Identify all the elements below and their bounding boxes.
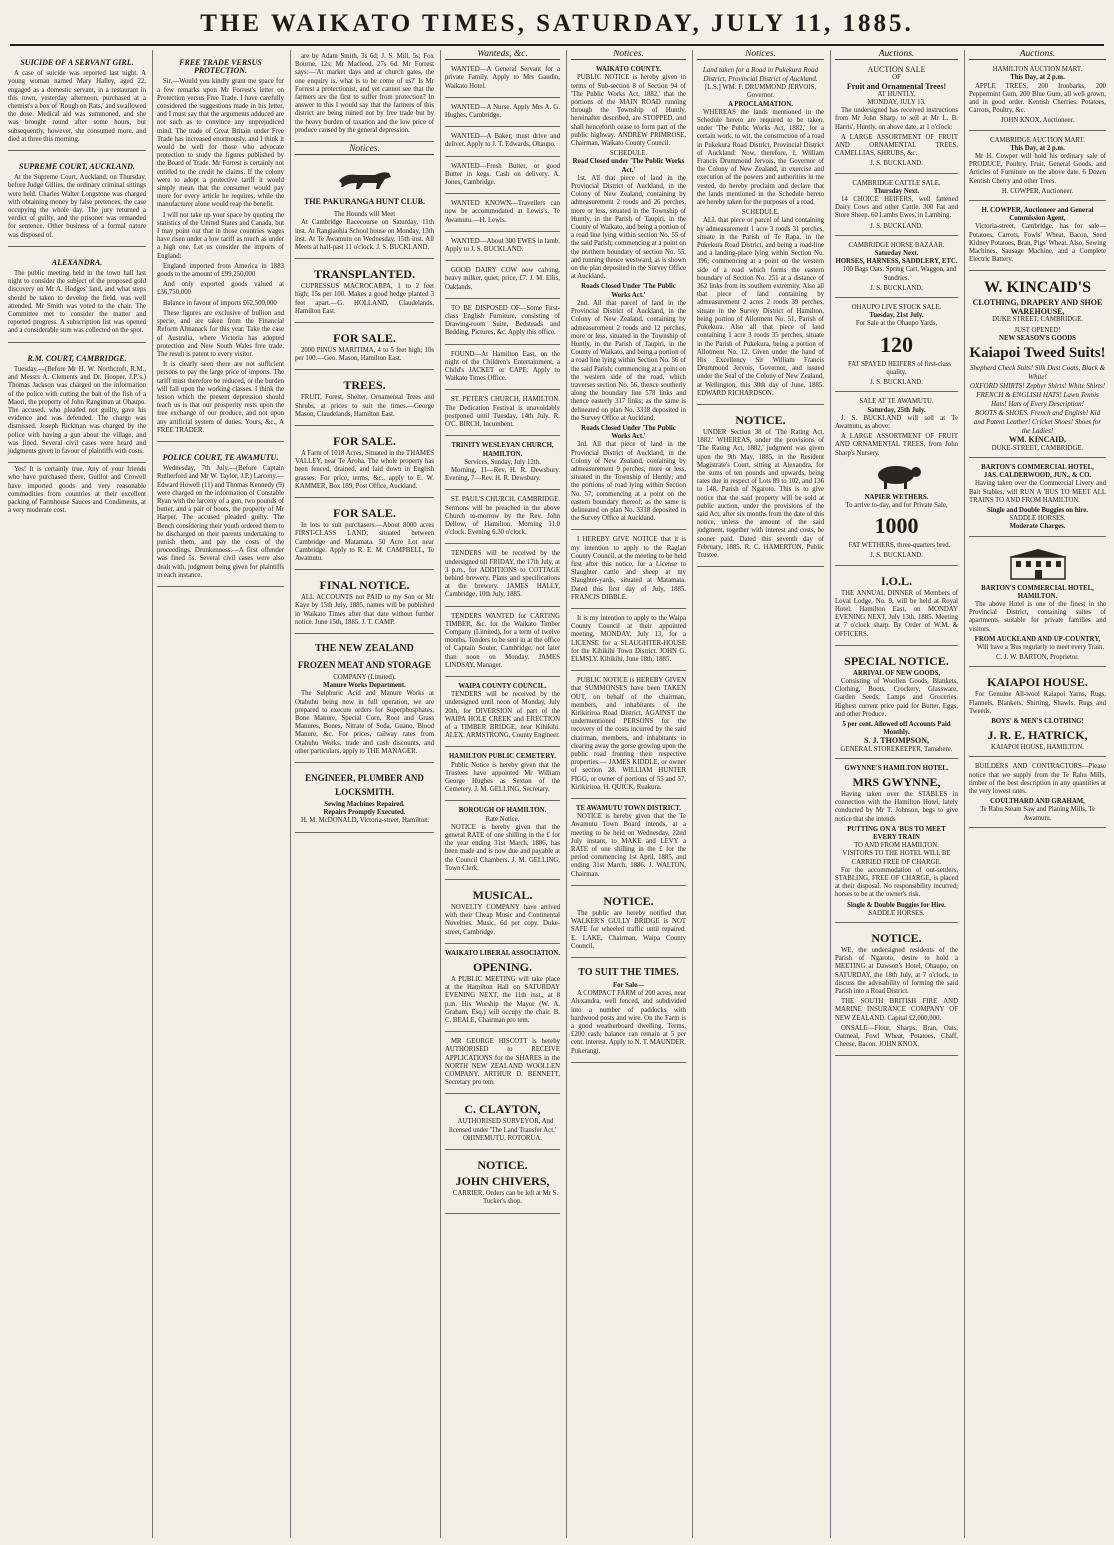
licence-notice xyxy=(571,533,686,609)
ad-subtitle: JAS. CALDERWOOD, JUN., & CO. xyxy=(983,472,1092,480)
ad-body: Victoria-street, Cambridge, has for sale—Potatoes, Carrots, Fowls' Wheat, Bacon, Seed Kidney Potatoes, Bran, Pigs' Wheat. Also, Sewing Machines, Sausage Machine, and a Complete Electric Battery. xyxy=(969,223,1106,264)
schedule-heading: SCHEDULE. xyxy=(741,209,780,217)
ad-body: APPLE TREES, 200 Ironbarks, 200 Peppermint Gum, 200 Blue Gum, all well grown, and in good order. Kentish Cherries. Potatoes, Carrots, Poultry, &c. xyxy=(969,82,1106,115)
article-rm-court xyxy=(8,346,146,463)
lot-count: 1000 xyxy=(874,513,919,539)
ad-body: Public Notice is hereby given that the Trustees have appointed Mr William George Hughes as Sexton of the Cemetery. J. M. GELLING, Secretary. xyxy=(445,761,560,794)
ad-body: ST. PAUL'S CHURCH, CAMBRIDGE. Sermons will be preached in the above Church to-morrow by the Rev. John Dellow, of Hamilton. Morning 11.0 o'clock. Evening 6.30 o'clock. xyxy=(445,496,560,537)
church-notice xyxy=(445,439,560,490)
ad-title: THE NEW ZEALAND xyxy=(315,642,414,654)
ad-kaiapoi-house xyxy=(969,670,1106,757)
ad-title: CAMBRIDGE CATTLE SALE. xyxy=(852,179,941,187)
ad-subtitle: Thursday Next. xyxy=(873,187,920,195)
ad-sawmill xyxy=(969,760,1106,827)
ad-hunt-club xyxy=(295,158,434,259)
ad-subtitle: Rate Notice. xyxy=(485,815,520,823)
ad-subtitle: CLOTHING, DRAPERY AND SHOE WAREHOUSE, xyxy=(972,298,1103,316)
ad-subtitle: Te Rahu Steam Saw and Planing Mills, Te Awamutu. xyxy=(980,806,1095,822)
ad-subtitle: JUST OPENED! xyxy=(1014,327,1061,335)
ad-title: FOR SALE. xyxy=(333,434,396,449)
ad-body: WANTED—About 300 EWES in lamb. Apply to J. S. BUCKLAND. xyxy=(445,237,560,254)
ad-body: ALL that piece or parcel of land containing by admeasurement 1 acre 3 roods 31 perches, situate in the Parish of Te Rapa, in the Pukekura Road District, and being a road-line and a landing-place lying within Section No. 396; commencing at a point on the western side of a road which forms the eastern boundary of Section No. 251 at a distance of 362 links from its southern extremity. Also all that piece of land containing by admeasurement 2 acres 2 roods 39 perches, situate in the Survey District of Hamilton, being portion of Allotment No. 51, Parish of Pukekura. Also all that piece of land containing 1 acre 3 roods 35 perches, situate in the Parish of Pukekura, being a portion of Allotment No. 12. Given under the hand of His Excellency Sir William Francis Drummond Jervois, Governor, and issued under the Seal of the Colony of New Zealand, at Wellington, this 30th day of June, 1885. EDWARD RICHARDSON. xyxy=(697,217,824,397)
ad-subtitle: Manure Works Department. xyxy=(323,682,406,690)
ad-body: ST. PETER'S CHURCH, HAMILTON. The Dedication Festival is unavoidably postponed until Tuesday, 14th July. R. O'C. BIRCH, Incumbent. xyxy=(445,396,560,429)
hound-icon xyxy=(335,165,395,191)
ad-title: SALE AT TE AWAMUTU. xyxy=(859,398,934,406)
ad-trees xyxy=(295,373,434,426)
ad-line: BOOTS & SHOES. French and English! Kid and Patent Leather! Cricket Shoes! Shoes for the Ladies! xyxy=(973,409,1102,436)
wanted-ad xyxy=(445,101,560,127)
ad-body: ALL ACCOUNTS not PAID to my Son or Mr Kaye by 15th July, 1885, names will be published in Waikato Times after that date without further notice. June 15th, 1885. J. T. CAMP. xyxy=(295,594,434,626)
merchant-name: S. J. THOMPSON, xyxy=(864,736,929,746)
ad-title: TRINITY WESLEYAN CHURCH, HAMILTON. xyxy=(451,442,554,458)
ad-subtitle: HORSES, HARNESS, SADDLERY, ETC. xyxy=(835,258,958,266)
auctioneer-name: J. S. BUCKLAND. xyxy=(870,552,923,560)
masthead-rule xyxy=(10,44,1104,46)
ad-body: GOOD DAIRY COW now calving, heavy milker, quiet; price, £7. J. M. Ellis, Oaklands. xyxy=(445,267,560,291)
proclamation xyxy=(697,63,824,405)
ad-title: KAIAPOI HOUSE. xyxy=(987,675,1088,690)
ad-title: BOROUGH OF HAMILTON. xyxy=(458,807,547,815)
ad-body: The undersigned has received instructions from Mr John Sharp, to sell at Mr L. B. Harris', Huntly, on above date, at 1 o'clock: xyxy=(835,107,958,131)
article-body: Sir,—Would you kindly grant me space for a few remarks upon Mr Forrest's letter on Protection versus Free Trade. I have carefully considered the suggestions made in his letter, and I must say that the arguments adduced are not such as to convince any unprejudiced mind. The trade of Great Britain under Free Trade has increased enormously, and I think it would be well for those who advocate protection to study the figures published by the Board of Trade. Mr Forrest is certainly not entitled to the credit he claims. If the colony were to adopt a protective tariff it would simply mean that the consumer would pay more for every article he requires, while the manufacturer alone would reap the benefit. xyxy=(157,78,284,209)
ad-for-sale-pinus xyxy=(295,326,434,370)
article-body: The public meeting held in the town hall last night to consider the subject of the proposed gold discovery on Mr A. Hodges' land, and what steps should be taken to develop the field, was well attended. Mr Smith was voted to the chair. The Committee met to consider the matter and reported progress. A subscription list was opened and a considerable sum was collected on the spot. xyxy=(8,270,146,335)
ad-subtitle: 5 per cent. Allowed off Accounts Paid Monthly. xyxy=(842,720,951,737)
ad-title: MUSICAL. xyxy=(472,888,533,903)
ad-bartons-hotel xyxy=(969,540,1106,668)
ad-subtitle: JOHN CHIVERS, xyxy=(455,1174,550,1189)
ad-body: It is my intention to apply to the Waipa County Council at their appointed meeting, MONDAY, July 13, for a LICENSE for a SLAUGHTER-HOUSE for the Kihikihi Town District. JOHN G. ELMSLY. Kihikihi, June 18th, 1885. xyxy=(571,615,686,664)
ad-subtitle: TO AND FROM HAMILTON. xyxy=(854,842,939,850)
auction-hamilton-mart xyxy=(969,63,1106,130)
ad-title: GWYNNE'S HAMILTON HOTEL. xyxy=(844,764,949,772)
wanted-ad xyxy=(445,302,560,345)
ad-title: H. COWPER, Auctioneer and General Commission Agent, xyxy=(981,207,1094,223)
ad-title: TRANSPLANTED. xyxy=(313,267,415,282)
column-6 xyxy=(692,50,828,1538)
ad-body: FAT SPAYED HEIFERS of first-class quality. xyxy=(847,360,952,376)
ad-title: TO SUIT THE TIMES. xyxy=(578,966,679,978)
ad-title: CAMBRIDGE HORSE BAZAAR. xyxy=(848,241,945,249)
auctioneer-name: J. S. BUCKLAND. xyxy=(870,160,923,168)
ad-body: TENDERS WANTED for CARTING TIMBER, &c. for the Waikato Timber Company (Limited), for a term of twelve months. Tenders to be sent in at the office of Captain Souter, Cambridge, not later than noon on Monday. JAMES LINDSAY, Manager. xyxy=(445,612,560,669)
ad-subtitle: Single & Double Buggies for Hire. xyxy=(847,901,946,909)
ad-subtitle: MRS GWYNNE, xyxy=(852,774,941,789)
ad-title: HAMILTON PUBLIC CEMETERY. xyxy=(449,753,556,761)
column-7 xyxy=(830,50,962,1538)
ad-body: 1st. All that piece of land in the Provincial District of Auckland, in the Colony of New Zealand, containing by admeasurement 2 roods and 26 perches, more or less, situated in the Township of Huntly, in the Parish of Taupiri, in the County of Waikato, and being a portion of a road line lying within section No. 55 of the said Parish; commencing at a point on the northern boundary of section No. 55, and running thence westward, as is shown on the plan deposited in the Survey Office at Auckland. xyxy=(571,174,686,281)
proclamation-title: A PROCLAMATION. xyxy=(728,100,793,108)
article-body: At the Supreme Court, Auckland, on Thursday, before Judge Gillies, the ordinary criminal sittings were held. Charles Walter Longstone was charged with obtaining money by false pretences, the case occupying the whole day. The jury returned a verdict of guilty, and the prisoner was remanded for sentence. Other business of a formal nature was disposed of. xyxy=(8,174,146,239)
ad-title: FINAL NOTICE. xyxy=(319,578,410,593)
auction-huntly xyxy=(835,63,958,173)
ad-body: PUBLIC NOTICE is hereby given in terms of Sub-section 8 of Section 94 of 'The Public Works Act, 1882,' that the portions of the MAIN ROAD running through the Township of Huntly, hereinafter described, are STOPPED, and shall henceforth cease to form part of the public highway. ANDREW PRIMROSE, Chairman, Waikato County Council. xyxy=(571,74,686,148)
auctioneer-name: H. COWPER, Auctioneer. xyxy=(1001,187,1074,195)
masthead: THE WAIKATO TIMES, SATURDAY, JULY 11, 1885. xyxy=(200,10,914,37)
article-title: SUICIDE OF A SERVANT GIRL. xyxy=(20,58,134,67)
ad-subtitle: Single and Double Buggies on hire. xyxy=(986,506,1089,514)
ad-title: WAIKATO LIBERAL ASSOCIATION. xyxy=(445,949,561,957)
ad-title: FOR SALE. xyxy=(333,506,396,521)
auction-te-awamutu xyxy=(835,395,958,565)
ad-body: Mr H. Cowper will hold his ordinary sale of PRODUCE, Poultry, Fruit, General Goods, and Articles of Furniture on the above date. 6 Dozen Kentish Cherry and other Trees. xyxy=(969,153,1106,185)
ad-subtitle: ARRIVAL OF NEW GOODS, xyxy=(852,669,941,677)
auctioneer-name: J. S. BUCKLAND. xyxy=(870,379,923,387)
ad-line: OXFORD SHIRTS! Zephyr Shirts! White Shirts! xyxy=(969,382,1106,391)
ad-body: 14 CHOICE HEIFERS, well fattened Dairy Cows and other Cattle. 300 Fat and Store Sheep. 60 Lambs Ewes, in Lambing. xyxy=(835,196,958,220)
town-district-notice xyxy=(571,802,686,886)
column-3 xyxy=(290,50,438,1538)
ad-body: WANTED—A Baker; must drive and deliver. Apply to J. T. Edwards, Ohaupo. xyxy=(445,133,560,149)
ad-body: The above Hotel is one of the finest in the Provincial District, containing suites of apartments suitable for private families and visitors. xyxy=(969,600,1106,633)
ad-carrier xyxy=(445,1153,560,1213)
ad-title: NOTICE. xyxy=(871,931,922,946)
ad-subtitle: OF xyxy=(892,74,901,82)
article-title: ALEXANDRA. xyxy=(51,257,103,267)
ad-bartons-buggies xyxy=(969,461,1106,537)
rating-notice xyxy=(697,408,824,567)
ad-title: W. KINCAID'S xyxy=(984,279,1091,297)
ad-body: 100 Bags Oats. Spring Cart, Waggon, and Sundries. xyxy=(842,266,957,282)
stat-row: And only exported goods valued at £36,750,000 xyxy=(157,281,284,297)
ad-body: Consisting of Woollen Goods, Blankets, Clothing, Boots, Crockery, Glassware, Garden Seeds, Lamps and Groceries. Highest current price paid for Butter, Eggs, and other Produce. xyxy=(835,677,958,718)
lot-count: 120 xyxy=(880,331,913,357)
parish-meeting-notice xyxy=(835,926,958,1056)
ad-subtitle: Saturday Next. xyxy=(874,250,919,258)
article-body: are by Adam Smith, 3s 6d; J. S. Mill, 5s; Fox Bourne, 12s; Mr Macleod, 27s 6d. Mr Forrest says:—'At market days and at church gates, the one enquiry is, what is to be come of us?' Is Mr Forrest a protectionist, and yet cannot see that the farmers are the first to suffer from protection? In answer to this I would say that the farmers of this district are being ruined not by free trade but by the heavy burden of taxation and the low price of produce caused by the general depression. xyxy=(295,53,434,134)
church-notice xyxy=(445,393,560,436)
ad-body: TENDERS will be received by the undersigned till FRIDAY, the 17th July, at 3 p.m., for ADDITIONS to COTTAGE behind brewery. Plans and specifications at the brewery. JAMES HALLY, Cambridge, 10th July, 1885. xyxy=(445,550,560,599)
ad-farm-sale xyxy=(295,429,434,498)
proclamation-caption: Land taken for a Road in Pukekura Road District, Provincial District of Auckland. xyxy=(702,66,819,84)
ad-body: A COMPACT FARM of 200 acres, near Alexandra, well fenced, and subdivided into a number of paddocks with hardwood posts and wire. On the Farm is a good weatherboard dwelling. Terms, £200 cash; balance can remain at 5 per cent. interest. Apply to N. T. MAUNDER, Pukerangi. xyxy=(571,990,686,1055)
licence-notice xyxy=(571,612,686,671)
church-notice xyxy=(445,493,560,544)
ad-title: WAIPA COUNTY COUNCIL. xyxy=(458,682,547,690)
column-8 xyxy=(964,50,1110,1538)
ad-body: The Sulphuric Acid and Manure Works at Otahuhu being now in full operation, we are prepared to execute orders for Superphosphates, Bone Manure, Special Corn, Root and Grass Manures, Bones, Nitrate of Soda, Guano, Blood Manure, &c. For prices, railway rates from Otahuhu Works, trade and cash discounts, and other particulars, apply to THE MANAGER. xyxy=(295,690,434,755)
ad-body: A LARGE ASSORTMENT OF FRUIT AND ORNAMENTAL TREES, CAMELLIAS, SHRUBS, &c. xyxy=(835,133,958,158)
ad-body: FRUIT, Forest, Shelter, Ornamental Trees and Shrubs, at prices to suit the times.—George Mason, Claudelands, Hamilton East. xyxy=(295,394,434,418)
ad-body: Having taken over the STABLES in connection with the Hamilton Hotel, lately conducted by Mr T. Johnson, begs to give notice that she intends xyxy=(835,790,958,823)
ad-body: AUTHORISED SURVEYOR, And licensed under 'The Land Transfer Act,' OHINEMUTU, ROTORUA. xyxy=(448,1118,557,1142)
ad-title: NOTICE. xyxy=(603,893,654,908)
schedule-heading: SCHEDULE. xyxy=(609,150,648,158)
ad-body: CARRIER. Orders can be left at Mr S. Tucker's shop. xyxy=(452,1190,559,1206)
ad-title: SPECIAL NOTICE. xyxy=(844,653,949,668)
ad-subtitle: NAPIER WETHERS. xyxy=(864,493,929,501)
hotel-building-icon xyxy=(1005,547,1071,581)
ad-subtitle: DUKE STREET, CAMBRIDGE. xyxy=(992,315,1083,323)
ad-subtitle: DUKE-STREET, CAMBRIDGE. xyxy=(991,444,1084,452)
ad-surveyor xyxy=(445,1097,560,1150)
ad-subtitle: COMPANY (Limited). xyxy=(333,673,396,681)
tender-notice xyxy=(445,547,560,606)
article-supreme-court xyxy=(8,154,146,247)
ad-subtitle: SADDLE HORSES. xyxy=(1009,515,1066,523)
public-notice xyxy=(571,674,686,799)
column-2 xyxy=(152,50,288,1538)
ad-subtitle: The Hounds will Meet xyxy=(333,211,396,219)
article-body: I will not take up your space by quoting the statistics of the United States and Canada, but I may point out that in those countries wages have risen under a low tariff as much as under a high one. Let us consider the imports of England: xyxy=(157,211,284,260)
ad-subtitle: PUTTING ON A 'BUS TO MEET EVERY TRAIN xyxy=(847,825,946,841)
ad-body: For the accommodation of out-settlers, STABLING, FREE OF CHARGE, is placed at their disposal. No responsibility incurred; horses to be at the owner's risk. xyxy=(835,866,958,899)
ad-title: BARTON'S COMMERCIAL HOTEL, HAMILTON. xyxy=(981,584,1094,600)
ad-body: NOVELTY COMPANY have arrived with their Cheap Music and Continental Novelties. Music, 6d per copy. Duke-street, Cambridge. xyxy=(445,904,560,936)
ad-musical xyxy=(445,883,560,944)
ad-body: THE SOUTH BRITISH FIRE AND MARINE INSURANCE COMPANY OF NEW ZEALAND. Capital £2,000,000. xyxy=(835,998,958,1022)
auctioneer-name: J. S. BUCKLAND. xyxy=(870,284,923,292)
ad-body: MR GEORGE HISCOTT is hereby AUTHORISED to RECEIVE APPLICATIONS for the SHARES in the NORTH NEW ZEALAND WOOLLEN COMPANY. ARTHUR D. BENNETT, Secretary pro tem. xyxy=(445,1038,560,1087)
ad-body: TENDERS will be received by the undersigned until noon of Monday, July 20th, for DIVERSION of part of the WAIPA HOLE CREEK and ERECTION of a TIMBER BRIDGE, near Kihikihi. ALEX. ARMSTRONG, County Engineer. xyxy=(445,691,560,740)
bridge-notice xyxy=(571,889,686,958)
proprietor-name: C. J. W. BARTON, Proprietor. xyxy=(996,654,1079,662)
ad-subtitle: This Day, at 2 p.m. xyxy=(1010,144,1065,152)
liberal-association-notice xyxy=(445,947,560,1032)
ad-gwynne-hotel xyxy=(835,762,958,923)
wanteds-heading: Wanteds, &c. xyxy=(445,50,560,60)
ad-title: CAMBRIDGE AUCTION MART. xyxy=(990,136,1085,144)
ad-frozen-meat xyxy=(295,637,434,763)
ad-subtitle: This Day, at 2 p.m. xyxy=(1010,74,1065,82)
ad-subtitle: Moderate Charges. xyxy=(1009,523,1066,531)
ad-subtitle: Sewing Machines Repaired. xyxy=(324,800,405,808)
ad-body: 2nd. All that parcel of land in the Provincial District of Auckland, in the Colony of New Zealand, containing by admeasurement 2 roods and 12 perches, more or less, situated in the Township of Huntly, in the Parish of Taupiri, in the County of Waikato, and being a portion of a road line lying within Section No. 56 of the said Parish; commencing at a point on the western side of the road, which traverses section No. 56, thence southerly along the boundary line 578 links and thence easterly 317 links; as the same is delineated on plan No. 3318 deposited in the Survey Office at Auckland. xyxy=(571,299,686,422)
wanted-ad xyxy=(445,235,560,261)
auction-ohaupo xyxy=(835,301,958,392)
council-notice xyxy=(445,680,560,747)
article-title: POLICE COURT, TE AWAMUTU. xyxy=(162,452,279,462)
ad-cowper xyxy=(969,204,1106,271)
ad-body: PUBLIC NOTICE is HEREBY GIVEN that SUMMONSES have been TAKEN OUT, on behalf of the chairman, members, and inhabitants of the Kirikiriroa Road District, AGAINST the undermentioned PERSONS for the recovery of the costs incurred by the said chairman, members, and inhabitants in clearing away the gorse growing upon the public road fronting their respective properties.— JAMES KIDDLE, or owner of section 28. WILLIAM HUNTER FIGG, or owner of portions of 55 and 57, Kirikiriroa. H. QUICK, Ruakura. xyxy=(571,677,686,791)
ad-body: WANTED KNOWN—Travellers can now be accommodated at Lewis's, Te Awamutu.—H. Lewis. xyxy=(445,200,560,224)
ad-subtitle: To arrive to-day, and for Private Sale, xyxy=(845,501,948,509)
ad-title: AUCTION SALE xyxy=(867,65,926,75)
ad-body: H. M. McDONALD, Victoria-street, Hamilton. xyxy=(301,817,430,825)
stat-row: Balance in favour of imports £62,500,000 xyxy=(163,299,277,307)
farm-for-sale xyxy=(571,961,686,1063)
auctions-heading: Auctions. xyxy=(835,50,958,60)
ad-final-notice xyxy=(295,573,434,634)
article-title: SUPREME COURT, AUCKLAND. xyxy=(19,162,135,172)
ad-title: TREES. xyxy=(343,378,386,393)
ad-title: WAIKATO COUNTY. xyxy=(595,66,662,74)
ad-body: WANTED—A Nurse. Apply Mrs A. G. Hughes, Cambridge. xyxy=(445,103,560,120)
ad-engineer xyxy=(295,766,434,833)
ad-new-goods xyxy=(835,649,958,759)
ad-body: For Genuine All-wool Kaiapoi Yarns, Rugs, Flannels, Blankets, Shirting, Shawls, Rugs and Tweeds. xyxy=(969,691,1106,715)
schedule-title: Roads Closed Under 'The Public Works Act.' xyxy=(581,424,676,441)
ad-body: CUPRESSUS MACROCARPA, 1 to 2 feet high; 15s per 100. Makes a good hedge planted 3 feet apart.—G. HOLLAND, Claudelands, Hamilton East. xyxy=(295,283,434,315)
rate-notice xyxy=(445,804,560,880)
ad-body: At Cambridge Racecourse on Saturday, 11th inst. At Rangiaohia School house on Monday, 13th inst. At Te Awamutu on Wednesday, 15th inst. All Meets at half-past 11 o'clock. J. S. BUCKLAND. xyxy=(295,219,434,252)
article-suicide xyxy=(8,50,146,151)
ad-line: FRENCH & ENGLISH HATS! Lawn Tennis Hats! Hats of Every Description! xyxy=(976,391,1099,409)
ad-body: Morning, 11—Rev. H. R. Dewsbury. Evening, 7—Rev. H. R. Dewsbury. xyxy=(445,466,560,483)
merchant-name: COULTHARD AND GRAHAM, xyxy=(990,798,1085,806)
proclamation-signatory: [L.S.] WM. F. DRUMMOND JERVOIS, Governor. xyxy=(704,84,817,100)
wanted-ad xyxy=(445,160,560,195)
article-title: R.M. COURT, CAMBRIDGE. xyxy=(27,353,127,363)
cemetery-notice xyxy=(445,750,560,801)
tender-notice xyxy=(445,610,560,677)
article-body: Wednesday, 7th July.—(Before Captain Rutherford and Mr W. Taylor, J.P.) Larceny.—Edward Howell (11) and Thomas Kennedy (9) were charged on the information of Constable Ryan with the larceny of a gun, two pounds of butter, and a pair of boots, the property of Mr Harper. The accused pleaded guilty. The Bench considering their youth ordered them to be discharged on their parents undertaking to punish them, and pay the costs of the proceedings. Drunkenness.—A first offender was fined 5s. Several civil cases were also dealt with, judgment being given for plaintiffs in each instance. xyxy=(157,465,284,579)
ad-body: I HEREBY GIVE NOTICE that it is my intention to apply to the Raglan County Council, at the meeting to be held first after this notice, for a License to Slaughter cattle and sheep at my Slaughter-yards, situated at Matamata. Dated this first day of July, 1885. FRANCIS DIBBLE. xyxy=(571,536,686,601)
ad-body: ONSALE—Flour, Sharps, Bran, Oats, Oatmeal, Fowl Wheat, Potatoes, Chaff, Cheese, Bacon. JOHN KNOX. xyxy=(835,1024,958,1049)
ad-body: 2000 PINUS MARITIMA, 4 to 5 feet high; 10s per 100.—Geo. Mason, Hamilton East. xyxy=(295,347,434,363)
letter-free-trade xyxy=(157,50,284,442)
ad-body: J. S. BUCKLAND will sell at Te Awamutu, as above: xyxy=(835,414,958,430)
lodge-notice xyxy=(835,569,958,646)
wanted-ad xyxy=(445,348,560,391)
ad-body: NOTICE is hereby given that the Te Awamutu Town Board intends, at a meeting to be held on Wednesday, 22nd July instant, to MAKE and LEVY a RATE of one shilling in the £ for the period commencing 1st April, 1885, and ending 31st March, 1886. J. WALTON, Chairman. xyxy=(571,813,686,878)
merchant-name: J. R. E. HATRICK, xyxy=(987,728,1088,743)
article-body: Yes! It is certainly true. Any of your friends who have purchased there, Guillot and Crowell have imported goods and very reasonable commodities from countries at their excellent packing of Farmhouse Sauces and Condiments, at a very moderate cost. xyxy=(8,466,146,515)
ad-body: Having taken over the Commercial Livery and Bait Stables, will RUN A 'BUS TO MEET ALL TRAINS TO AND FROM HAMILTON. xyxy=(969,480,1106,504)
ad-subtitle: GENERAL STOREKEEPER, Tamahere. xyxy=(840,745,953,753)
column-4 xyxy=(440,50,564,1538)
ad-body: FOUND—At Hamilton East, on the night of the Children's Entertainment, a Child's JACKET or CAPE. Apply to Waikato Times Office. xyxy=(445,350,560,383)
county-notice xyxy=(571,63,686,530)
ad-body: WANTED—Fresh Butter, or good Butter in kegs. Cash on delivery. A. Jones, Cambridge. xyxy=(445,162,560,187)
ad-body: FAT WETHERS, three-quarters bred. xyxy=(848,542,951,550)
ad-subtitle: OPENING. xyxy=(472,960,532,975)
ad-subtitle: MONDAY, JULY 13. xyxy=(867,99,926,107)
ad-transplanted xyxy=(295,262,434,323)
wanted-ad xyxy=(445,264,560,299)
ad-subtitle: FROZEN MEAT AND STORAGE xyxy=(297,659,432,670)
auctions-heading: Auctions. xyxy=(969,50,1106,60)
ad-subtitle: NEW SEASON'S GOODS xyxy=(999,335,1076,343)
ad-body: TO BE DISPOSED OF—Some First-class English Furniture, consisting of Drawing-room Suite, Bedsteads and Bedding, Pictures, &c. Apply this office. xyxy=(445,304,560,337)
wanted-ad xyxy=(445,197,560,232)
ad-subtitle: Saturday, 25th July. xyxy=(867,406,926,414)
ad-title: FOR SALE. xyxy=(333,331,396,346)
ad-body: 3rd. All that piece of land in the Provincial District of Auckland, in the Colony of New Zealand, containing by admeasurement 9 perches, more or less, situated in the Township of Huntly; and the portions of road lying within Section No. 57, commencing at a point on the eastern boundary thereof; as the same is delineated on plan No. 3318 deposited in the Survey Office at Auckland. xyxy=(571,441,686,523)
ad-kincaid xyxy=(969,274,1106,457)
ad-body: Will have a 'Bus regularly to meet every Train. xyxy=(976,643,1105,651)
merchant-name: WM. KINCAID, xyxy=(1008,435,1067,445)
ad-subtitle: SADDLE HORSES. xyxy=(868,909,925,917)
auction-cambridge-mart xyxy=(969,134,1106,201)
article-body: A case of suicide was reported last night. A young woman named Mary Halley, aged 22, engaged as a domestic servant, in a restaurant in this town, yesterday afternoon, purchased at a chemist's a box of 'Rough on Rats,' and swallowed the dose. Medical aid was summoned, and she was brought round after some hours, but subsequently, however, she consumed more, and died at three this morning. xyxy=(8,70,146,143)
letter-continued xyxy=(295,50,434,142)
ad-title: HAMILTON AUCTION MART. xyxy=(992,66,1083,74)
column-1 xyxy=(4,50,150,1538)
ad-subtitle: Fruit and Ornamental Trees! xyxy=(846,81,947,91)
ad-title: C. CLAYTON, xyxy=(464,1102,541,1117)
notices-heading: Notices. xyxy=(697,50,824,60)
ad-title: NOTICE. xyxy=(735,412,786,427)
ad-title: THE PAKURANGA HUNT CLUB. xyxy=(303,197,426,207)
article-title: FREE TRADE VERSUS PROTECTION. xyxy=(179,58,262,76)
ad-body: NOTICE is hereby given that the general RATE of one shilling in the £ for the year ending 31st March, 1886, has been made and is now due and payable at the Council Chambers. J. M. GELLING, Town Clerk. xyxy=(445,823,560,872)
ad-body: UNDER Section 38 of 'The Rating Act, 1882.' WHEREAS, under the provisions of 'The Rating Act, 1882,' judgment was given upon the 9th May, 1885, in the Resident Magistrate's Court, sitting at Alexandra, for the sums of ten pounds and upwards, being rates due in respect of Lots 89 to 102, and 136 to 148, Parish of Ngaroto. This is to give notice that the said property will be sold at public auction, under the provisions of the said Act, after six months from the date of this notice, unless the amount of the said judgment, together with interest and costs, be sooner paid. Dated this seventh day of February, 1885. R. C. HAMERTON, Public Trustee. xyxy=(697,428,824,559)
auctioneer-name: J. S. BUCKLAND. xyxy=(870,222,923,230)
ad-subtitle: VISITORS TO THE HOTEL WILL BE CARRIED FREE OF CHARGE. xyxy=(842,850,951,866)
wanted-ad xyxy=(445,63,560,98)
ad-subtitle: For Sale— xyxy=(612,981,645,989)
stat-row: England imported from America in 1883 goods to the amount of £99,250,000 xyxy=(157,262,284,279)
ad-subtitle: Services, Sunday, July 12th. xyxy=(464,458,541,466)
ad-body: A LARGE ASSORTMENT OF FRUIT AND ORNAMENTAL TREES, from John Sharp's Nursery. xyxy=(835,433,958,457)
ad-title: NOTICE. xyxy=(477,1158,528,1173)
ad-subtitle: Tuesday, 21st July. xyxy=(869,312,924,320)
notices-heading: Notices. xyxy=(571,50,686,60)
ad-title: OHAUPO LIVE STOCK SALE. xyxy=(851,304,942,312)
ad-subtitle: For Sale at the Ohaupo Yards, xyxy=(855,320,938,328)
ad-subtitle: Repairs Promptly Executed. xyxy=(323,809,406,817)
article-police-court xyxy=(157,445,284,587)
ad-body: In lots to suit purchasers.—About 8000 acres FIRST-CLASS LAND; situated between Cambridge and Matamata. 50 Acre Lot near Cambridge. Apply to R. E. M. CAMPBELL, Te Awamutu. xyxy=(295,522,434,562)
ad-body: A Farm of 1018 Acres, Situated in the THAMES VALLEY, near Te Aroha. The whole property has been fenced, drained, and laid down in English grasses. For price, terms, &c., apply to E. W. KAMMER, Box 189, Post Office, Auckland. xyxy=(295,450,434,490)
ad-line: Shepherd Check Suits! Silk Dust Coats, Black & White! xyxy=(969,364,1106,382)
ad-title: TE AWAMUTU TOWN DISTRICT. xyxy=(576,805,681,813)
article-body: These figures are exclusive of bullion and specie, and are taken from the Financial Reform Almanack for this year. Take the case of Australia, where Victoria has adopted protection and New South Wales free trade. The result is patent to every visitor. xyxy=(157,309,284,358)
woollen-company-notice xyxy=(445,1035,560,1094)
ad-body: WE, the undersigned residents of the Parish of Ngaroto, desire to hold a MEETING at Dawson's Hotel, Ohaupo, on SATURDAY, the 18th July, at 7 o'clock, to discuss the advisability of forming the said Parish into a Road District. xyxy=(835,947,958,996)
ad-subtitle: KAIAPOI HOUSE, HAMILTON. xyxy=(991,744,1084,752)
notices-heading: Notices. xyxy=(295,145,434,155)
ad-title: I.O.L. xyxy=(880,573,912,588)
ad-body: A PUBLIC MEETING will take place at the Hamilton Hall on SATURDAY EVENING NEXT, the 11th inst., at 8 p.m. His Worship the Mayor (W. A. Graham, Esq.) will occupy the chair. B. C. BEALE, Chairman pro tem. xyxy=(445,976,560,1025)
article-body: It is clearly seen there are not sufficient persons to pay the large price of imports. The tariff must therefore be reduced, or the burden will fall upon the working classes. I think the lesson which the present depression should teach us is that our prosperity rests upon the free exchange of our produce, and not upon any artificial system of duties. Yours, &c., A FREE TRADER. xyxy=(157,361,284,434)
ad-land-sale xyxy=(295,501,434,570)
ad-body: The public are hereby notified that WALKER'S GULLY BRIDGE is NOT SAFE for wheeled traffic until repaired. E. LAKE, Chairman, Waipa County Council. xyxy=(571,909,686,950)
ad-title: BARTON'S COMMERCIAL HOTEL, xyxy=(981,463,1094,471)
ad-body: BUILDERS AND CONTRACTORS—Please notice that we supply from the Te Rahu Mills, timber of the best description in any quantities at the very lowest rates. xyxy=(969,763,1106,795)
ad-body: THE ANNUAL DINNER of Members of Loyal Lodge, No. 9, will be held at Royal Hotel, Hamilton East, on MONDAY EVENING NEXT, July 13th, 1885. Meeting at 7 o'clock sharp. By Order of W.M. & OFFICERS. xyxy=(835,589,958,638)
sheep-icon xyxy=(870,462,924,490)
auctioneer-name: JOHN KNOX, Auctioneer. xyxy=(1000,117,1075,125)
schedule-title: Road Closed under 'The Public Works Act.' xyxy=(572,158,685,174)
auction-horse xyxy=(835,239,958,298)
ad-subtitle: AT HUNTLY, xyxy=(877,90,916,98)
ad-body: WHEREAS the lands mentioned in the Schedule hereto are required to be taken, under 'The Public Works Act, 1882,' for a certain work, to wit, the construction of a road in Pukekura Road District, Provincial District of Auckland: Now, therefore, I, William Francis Drummond Jervois, the Governor of the Colony of New Zealand, in exercise and execution of the powers and authorities in me vested, do hereby proclaim and declare that the lands mentioned in the Schedule hereto are hereby taken for the purposes of a road. xyxy=(697,108,824,207)
ad-headline: Kaiapoi Tweed Suits! xyxy=(969,345,1106,362)
wanted-ad xyxy=(445,130,560,156)
article-body: Tuesday.—(Before Mr H. W. Northcroft, R.M., and Messrs A. Clements and Dr. Hooper, J.P.'s.) Thomas Jackson was charged on the information of the police with cutting the bait of the fish of a Maori, the property of John Rangiman at Ohaupo. The accused, who pleaded not guilty, gave his evidence and was defended. The charge was dismissed. Joseph Rickman was charged by the police with having a gun about the village, and was fined. Several civil cases were heard and judgments given in favour of plaintiffs with costs. xyxy=(8,365,146,455)
article-alexandra xyxy=(8,250,146,343)
auction-cattle xyxy=(835,177,958,236)
ad-title: ENGINEER, PLUMBER AND LOCKSMITH. xyxy=(305,772,424,797)
ad-body: WANTED—A General Servant for a private Family. Apply to Mrs Gaudin, Waikato Hotel. xyxy=(445,66,560,90)
ad-subtitle: BOYS' & MEN'S CLOTHING! xyxy=(991,717,1084,725)
ad-subtitle: FROM AUCKLAND AND UP-COUNTRY, xyxy=(974,635,1101,643)
column-5 xyxy=(566,50,690,1538)
schedule-title: Roads Closed Under 'The Public Works Act.' xyxy=(581,283,676,299)
